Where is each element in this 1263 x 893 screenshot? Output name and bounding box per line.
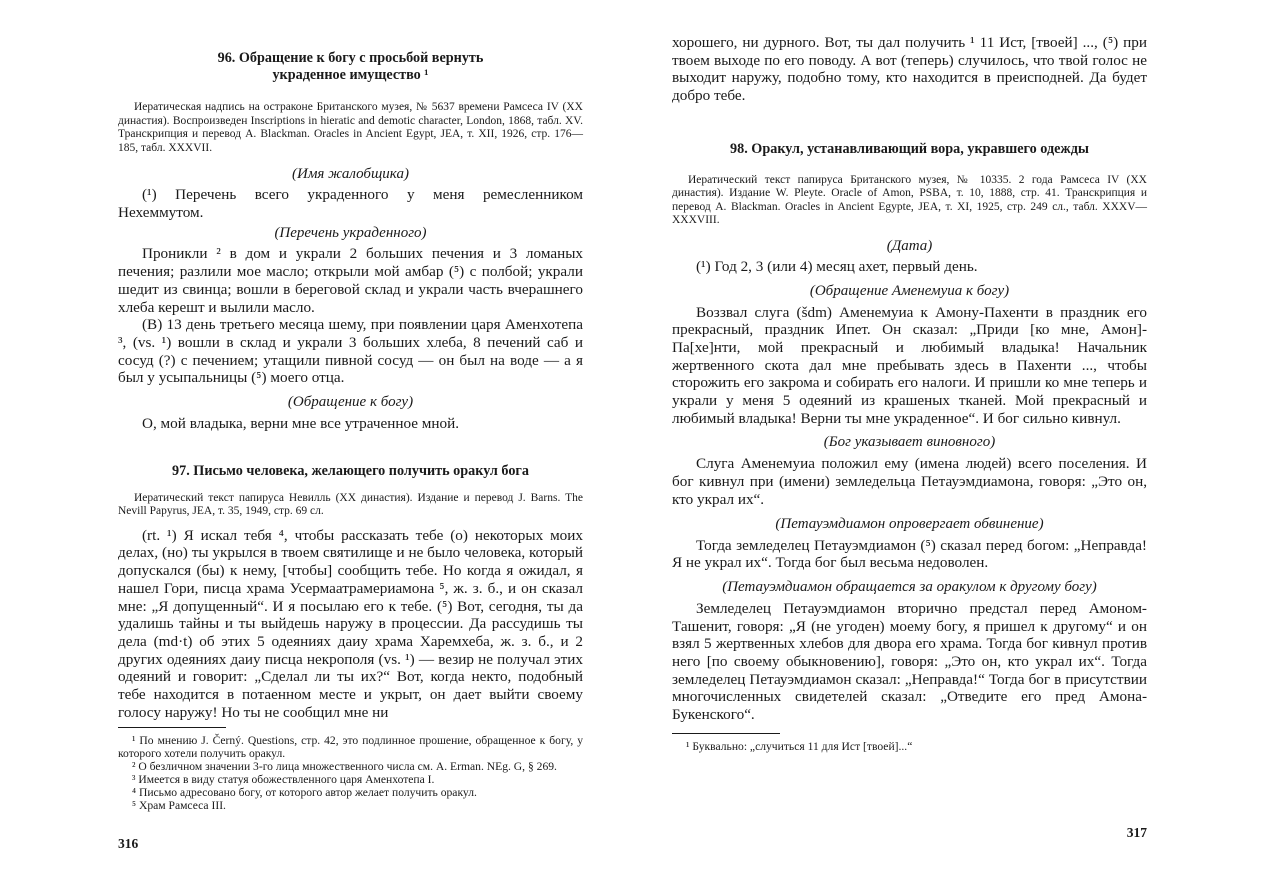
- section-97-heading: 97. Письмо человека, желающего получить оракул бога: [172, 462, 529, 479]
- footnote-divider: [118, 727, 226, 728]
- page-number-right: 317: [1126, 825, 1147, 840]
- section-98-paragraph-2: Воззвал слуга (šdm) Аменемуиа к Амону-Пахенти в праздник его прекрасный, праздник Ипет. Он сказал: „Приди [ко мне, Амон]-Па[хе]нти, мой прекрасный и любимый владыка! Начальник жертвенного скота дал мне пребывать здесь в Пахенти ..., чтобы сторожить его закрома и собирать его налоги. И пришли ко мне теперь и украли у меня 5 одеяний из крашеных тканей. Мой прекрасный и любимый владыка! Верни ты мне украденное“. И бог сильно кивнул.: [672, 303, 1147, 427]
- left-page: [0, 0, 631, 893]
- footnote-4: ⁴ Письмо адресовано богу, от которого автор желает получить оракул.: [132, 786, 477, 800]
- page-number-left: 316: [118, 836, 139, 851]
- section-97-source: Иератический текст папируса Невилль (XX династия). Издание и перевод J. Barns. The Nevill Papyrus, JEA, т. 35, 1949, стр. 69 сл.: [118, 491, 583, 518]
- section-96-subheading-name: (Имя жалобщика): [292, 166, 409, 182]
- section-96-paragraph-2: Проникли ² в дом и украли 2 больших печения и 3 ломаных печения; разлили мое масло; открыли мой амбар (⁵) с полбой; украли шедит из свинца; вошли в береговой склад и украли часть вчерашнего хлеба керешт и вылили масло.: [118, 245, 583, 316]
- section-96-subheading-list: (Перечень украденного): [274, 225, 427, 242]
- footnote-divider: [672, 733, 780, 734]
- section-98-subheading-culprit: (Бог указывает виновного): [823, 434, 996, 451]
- section-96-heading: 96. Обращение к богу с просьбой вернуть: [217, 50, 484, 66]
- section-96-subheading-appeal: (Обращение к богу): [287, 394, 414, 411]
- footnote-1: ¹ По мнению J. Černý. Questions, стр. 42, это подлинное прошение, обращенное к богу, у которого хотели получить оракул.: [118, 734, 583, 761]
- section-98-source: Иератический текст папируса Британского музея, № 10335. 2 года Рамсеса IV (XX династия). Издание W. Pleyte. Oracle of Amon, PSBA, т. 10, 1888, стр. 41. Транскрипция и перевод A. Blackman. Oracles in Ancient Egypte, JEA, т. XI, 1925, стр. 249 сл., табл. XXXV—XXXVIII.: [672, 173, 1147, 227]
- section-98-paragraph-4: Тогда земледелец Петауэмдиамон (⁵) сказал перед богом: „Неправда! Я не украл их“. Тогда бог был весьма недоволен.: [672, 536, 1147, 572]
- footnote-2: ² О безличном значении 3-го лица множественного числа см. A. Erman. NEg. G, § 269.: [132, 760, 557, 774]
- section-98-paragraph-1: (¹) Год 2, 3 (или 4) месяц ахет, первый день.: [696, 257, 978, 275]
- section-98-paragraph-3: Слуга Аменемуиа положил ему (имена людей) всего поселения. И бог кивнул при (имени) земледельца Петауэмдиамона, говоря: „Это он, кто украл их“.: [672, 455, 1147, 508]
- section-96-source: Иератическая надпись на остраконе Британского музея, № 5637 времени Рамсеса IV (XX династия). Воспроизведен Inscriptions in hieratic and demotic character, London, 1868, табл. XV. Транскрипция и перевод A. Blackman. Oracles in Ancient Egypt, JEA, т. XII, 1926, стр. 176—185, табл. XXXVII.: [118, 101, 583, 154]
- section-96-paragraph-4: О, мой владыка, верни мне все утраченное мной.: [142, 415, 460, 433]
- footnote-3: ³ Имеется в виду статуя обожествленного царя Аменхотепа I.: [132, 773, 435, 787]
- section-96-paragraph-3: (В) 13 день третьего месяца шему, при появлении царя Аменхотепа ³, (vs. ¹) вошли в склад и украли 3 больших хлеба, 8 печений саб и сосуд (?) с печением; утащили пивной сосуд — он был на воде — а я был у усыпальницы (⁵) моего отца.: [118, 316, 583, 387]
- footnote-5: ⁵ Храм Рамсеса III.: [132, 799, 226, 813]
- section-98-heading: 98. Оракул, устанавливающий вора, укравшего одежды: [730, 140, 1089, 157]
- section-97-continuation: хорошего, ни дурного. Вот, ты дал получить ¹ 11 Ист, [твоей] ..., (⁵) при твоем выходе по его поводу. А вот (теперь) случилось, что твой голос не выходит наружу, подобно тому, кто находится в преисподней. Да будет добро тебе.: [672, 34, 1147, 105]
- section-98-subheading-date: (Дата): [886, 237, 933, 254]
- section-96-heading-line2: украденное имущество ¹: [272, 67, 429, 83]
- section-98-subheading-appeal: (Обращение Аменемуиа к богу): [809, 282, 1010, 299]
- section-98-subheading-denial: (Петауэмдиамон опровергает обвинение): [775, 515, 1044, 532]
- right-page: [631, 0, 1263, 893]
- section-98-subheading-other-god: (Петауэмдиамон обращается за оракулом к другому богу): [722, 578, 1097, 595]
- section-98-paragraph-5: Земледелец Петауэмдиамон вторично предстал перед Амоном-Ташенит, говоря: „Я (не угоден) моему богу, я пришел к другому“ и он взял 5 жертвенных хлебов для двора его храма. Тогда бог кивнул против него [по своему обыкновению], говоря: „Это он, кто украл их“. Тогда земледелец Петауэмдиамон сказал: „Неправда!“ Тогда бог в присутствии многочисленных свидетелей сказал: „Отведите его пред Амона-Букенского“.: [672, 599, 1147, 724]
- footnote-1: ¹ Буквально: „случиться 11 для Ист [твоей]...“: [686, 739, 913, 753]
- section-97-paragraph-1: (rt. ¹) Я искал тебя ⁴, чтобы рассказать тебе (о) некоторых моих делах, (но) ты укрылся в твоем святилище и не было человека, который допускался (бы) к нему, [чтобы] сообщить тебе. Но когда я ожидал, я нашел Гори, писца храма Усермаатрамериамона ⁵, ж. з. б., и он сказал мне: „Я допущенный“. И я посылаю его к тебе. (⁵) Вот, сегодня, ты да удалишь тайны и ты выйдешь наружу в процессии. Да рассудишь ты дела (md·t) об этих 5 одеяниях даиу храма Харемхеба, ж. з. б., и 2 других одеяниях даиу писца некрополя (vs. ¹) — везир не получал этих одеяний и говорит: „Сделал ли ты их?“ Вот, когда некто, подобный тебе находится в потаенном месте и укрыт, он дает выйти своему голосу наружу! Но ты не сообщил мне ни: [118, 526, 583, 721]
- section-96-paragraph-1: (¹) Перечень всего украденного у меня ремесленником Нехеммутом.: [118, 186, 583, 221]
